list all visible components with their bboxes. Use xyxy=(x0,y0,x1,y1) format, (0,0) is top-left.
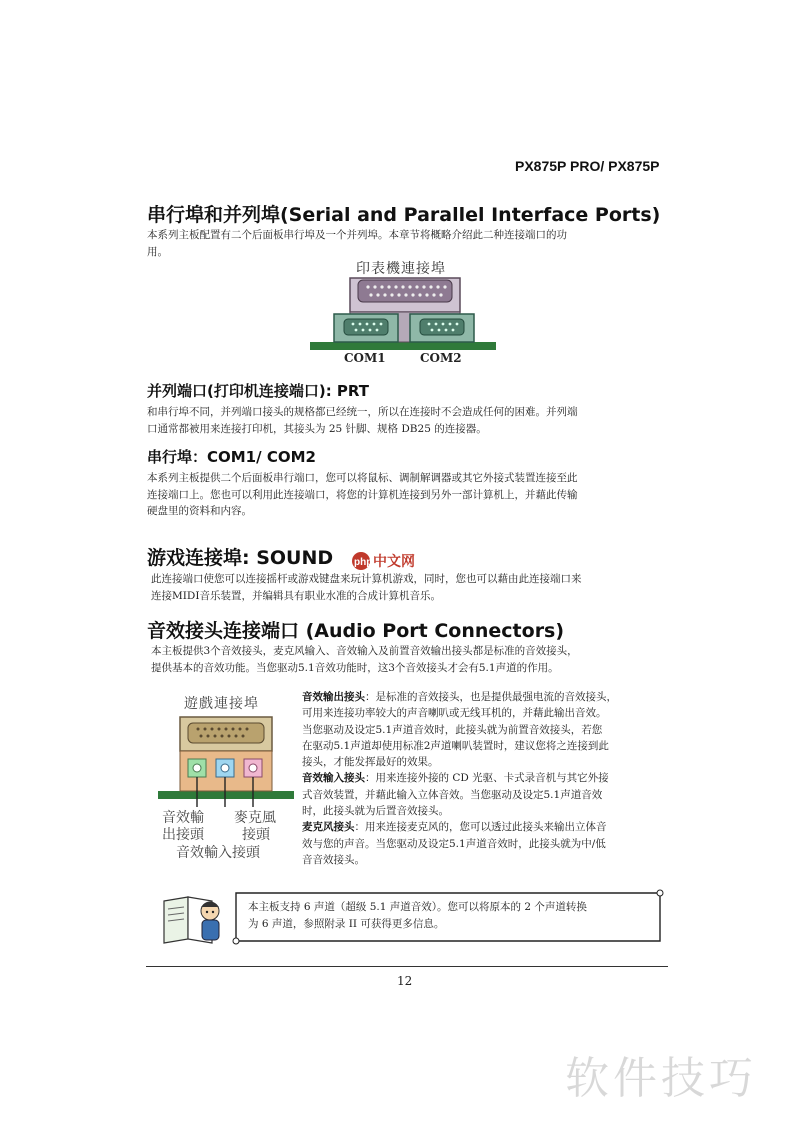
paragraph-line: 在驱动5.1声道却使用标准2声道喇叭装置时，建议您将之连接到此 xyxy=(302,739,609,752)
paragraph-line: 式音效装置，并藉此输入立体音效。当您驱动及设定5.1声道音效 xyxy=(302,788,603,801)
board-strip xyxy=(310,342,496,350)
paragraph-line: 口通常都被用来连接打印机，其接头为 25 针脚、规格 DB25 的连接器。 xyxy=(147,422,487,435)
section5-paragraph xyxy=(151,643,578,676)
section2-paragraph xyxy=(147,404,578,437)
note-text xyxy=(248,899,587,933)
paragraph-line: 接头，才能发挥最好的效果。 xyxy=(302,756,439,769)
note-line: 本主板支持 6 声道（超级 5.1 声道音效）。您可以将原本的 2 个声道转换 xyxy=(248,901,587,913)
note-scroll xyxy=(230,889,666,945)
paragraph-line: 此连接端口使您可以连接摇杆或游戏键盘来玩计算机游戏，同时，您也可以藉由此连接端口来 xyxy=(151,573,582,585)
paragraph-line: 本主板提供3个音效接头，麦克风输入、音效输入及前置音效输出接头都是标准的音效接头， xyxy=(151,645,578,657)
com1-label: COM1 xyxy=(344,351,386,365)
paragraph-line: 音音效接头。 xyxy=(302,853,365,866)
paragraph-line: ：用来连接麦克风的，您可以透过此接头来输出立体音 xyxy=(354,821,607,834)
parallel-port-face xyxy=(358,280,452,302)
section3-paragraph xyxy=(147,470,578,520)
paragraph-line: 和串行埠不同，并列端口接头的规格都已经统一，所以在连接时不会造成任何的困难。并列端 xyxy=(147,406,578,418)
audio-in-title: 音效输入接头 xyxy=(302,772,365,785)
line-out-label-1: 音效輸 xyxy=(162,810,204,826)
paragraph-line: ：用来连接外接的 CD 光驱、卡式录音机与其它外接 xyxy=(365,772,609,785)
footer-rule xyxy=(146,966,668,967)
watermark: 软件技巧 xyxy=(565,1053,757,1104)
ports-figure xyxy=(298,258,498,370)
audio-out-title: 音效输出接头 xyxy=(302,691,365,703)
mic-label-2: 接頭 xyxy=(242,827,270,843)
mic-label-1: 麥克風 xyxy=(234,810,276,826)
game-port-caption: 遊戲連接埠 xyxy=(184,696,259,712)
model-name: PX875P PRO/ PX875P xyxy=(515,158,660,174)
section-title-audio-ports: 音效接头连接端口 (Audio Port Connectors) xyxy=(147,620,565,642)
paragraph-line: 本系列主板提供二个后面板串行端口，您可以将鼠标、调制解调器或其它外接式装置连接至此 xyxy=(147,472,578,484)
paragraph-line: 连接端口上。您也可以利用此连接端口，将您的计算机连接到另外一部计算机上，并藉此传输 xyxy=(147,488,578,501)
php-logo-icon xyxy=(351,551,443,571)
section-title-game-port: 游戏连接埠: SOUND xyxy=(147,547,334,569)
php-logo-text: php xyxy=(354,557,373,568)
com2-label: COM2 xyxy=(420,351,462,365)
ports-illustration xyxy=(298,276,498,354)
section1-paragraph xyxy=(147,227,567,260)
section-title-serial-parallel: 串行埠和并列埠(Serial and Parallel Interface Ports) xyxy=(147,204,661,226)
paragraph-line: 当您驱动及设定5.1声道音效时，此接头就为前置音效接头，若您 xyxy=(302,723,603,736)
php-cn-badge xyxy=(351,551,443,571)
paragraph-line: 本系列主板配置有二个后面板串行埠及一个并列埠。本章节将概略介绍此二种连接端口的功 xyxy=(147,229,567,241)
section-title-serial-port: 串行埠：COM1/ COM2 xyxy=(147,448,316,466)
game-audio-figure xyxy=(158,693,294,863)
mic-title: 麦克风接头 xyxy=(302,821,355,834)
paragraph-line: ：是标准的音效接头，也是提供最强电流的音效接头， xyxy=(365,691,617,703)
paragraph-line: 提供基本的音效功能。当您驱动5.1音效功能时，这3个音效接头才会有5.1声道的作用。 xyxy=(151,661,559,674)
note-line: 为 6 声道，参照附录 II 可获得更多信息。 xyxy=(248,918,445,930)
page-number: 12 xyxy=(397,974,413,988)
section4-paragraph xyxy=(151,571,582,604)
reader-note-icon xyxy=(162,893,230,945)
game-audio-illustration xyxy=(158,711,294,807)
audio-description xyxy=(302,689,617,868)
section-title-parallel-port: 并列端口(打印机连接端口): PRT xyxy=(147,382,370,400)
line-in-label: 音效輸入接頭 xyxy=(176,845,260,861)
paragraph-line: 效与您的声音。当您驱动及设定5.1声道音效时，此接头就为中/低 xyxy=(302,837,606,850)
paragraph-line: 用。 xyxy=(147,245,168,258)
paragraph-line: 时，此接头就为后置音效接头。 xyxy=(302,805,449,818)
paragraph-line: 连接MIDI音乐装置，并编辑具有职业水准的合成计算机音乐。 xyxy=(151,589,441,602)
printer-port-caption: 印表機連接埠 xyxy=(356,261,446,277)
paragraph-line: 硬盘里的资料和内容。 xyxy=(147,505,252,517)
paragraph-line: 可用来连接功率较大的声音喇叭或无线耳机的，并藉此输出音效。 xyxy=(302,707,607,720)
php-badge-text: 中文网 xyxy=(373,554,415,570)
line-out-label-2: 出接頭 xyxy=(162,827,204,843)
